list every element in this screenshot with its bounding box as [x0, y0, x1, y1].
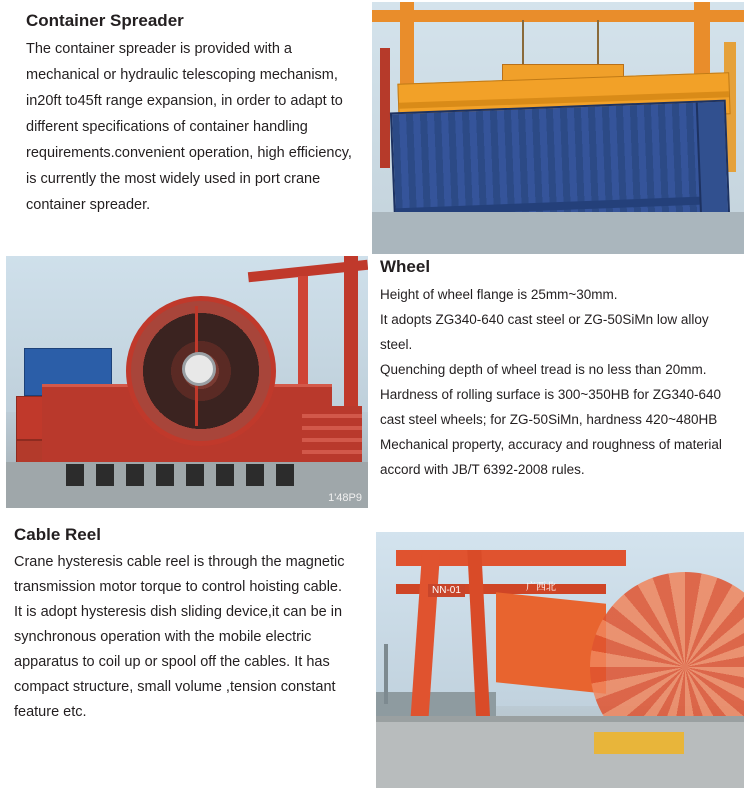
- crane-owner-label: 广西北: [526, 582, 556, 593]
- container-spreader-body: The container spreader is provided with a mechanical or hydraulic telescoping mechanism, in20ft to45ft range expansion, in order to adapt to different specifications of container handling requirements.convenient operation, high efficiency, is currently the most widely used in port crane container spreader.: [26, 41, 352, 213]
- container-spreader-photo: [372, 2, 744, 254]
- wheel-section: [380, 256, 744, 482]
- wheel-line-3: Quenching depth of wheel tread is no less than 20mm.: [380, 362, 707, 377]
- cable-reel-section: [14, 524, 366, 725]
- container-spreader-heading: Container Spreader: [26, 11, 184, 30]
- gantry-top-beam: [372, 10, 744, 22]
- cable-reel-photo: [6, 256, 368, 508]
- crane-id-label: NN-01: [428, 584, 465, 597]
- wheel-heading: Wheel: [380, 257, 431, 276]
- ground: [372, 212, 744, 254]
- blue-container: [390, 100, 730, 229]
- road-surface: [376, 716, 744, 788]
- cable-reel-heading: Cable Reel: [14, 525, 101, 544]
- wheel-line-1: Height of wheel flange is 25mm~30mm.: [380, 287, 618, 302]
- transporter-wheels: [66, 464, 306, 486]
- container-spreader-section: [26, 10, 356, 218]
- wheel-line-5: Mechanical property, accuracy and roughness of material accord with JB/T 6392-2008 rules.: [380, 437, 722, 477]
- crane-column-right: [344, 256, 358, 406]
- yellow-vehicle: [594, 732, 684, 754]
- photo-watermark: 1'48P9: [328, 492, 362, 504]
- container-door: [696, 102, 728, 215]
- cable-reel-paragraph-1: Crane hysteresis cable reel is through the magnetic transmission motor torque to control hoisting cable.: [14, 554, 345, 595]
- cable-reel-paragraph-2: It is adopt hysteresis dish sliding device,it can be in synchronous operation with the mobile electric apparatus to coil up or spool off the cables. It has compact structure, small volume ,tension constant feature etc.: [14, 604, 343, 720]
- wheel-line-4: Hardness of rolling surface is 300~350HB for ZG340-640 cast steel wheels; for ZG-50SiMn, hardness 420~480HB: [380, 387, 722, 427]
- distant-tower: [384, 644, 388, 704]
- hoist-trolley: [496, 592, 606, 694]
- reel-hub: [182, 352, 216, 386]
- wheel-line-2: It adopts ZG340-640 cast steel or ZG-50SiMn low alloy steel.: [380, 312, 709, 352]
- gantry-crane-photo: [376, 532, 744, 788]
- red-pole: [380, 48, 390, 168]
